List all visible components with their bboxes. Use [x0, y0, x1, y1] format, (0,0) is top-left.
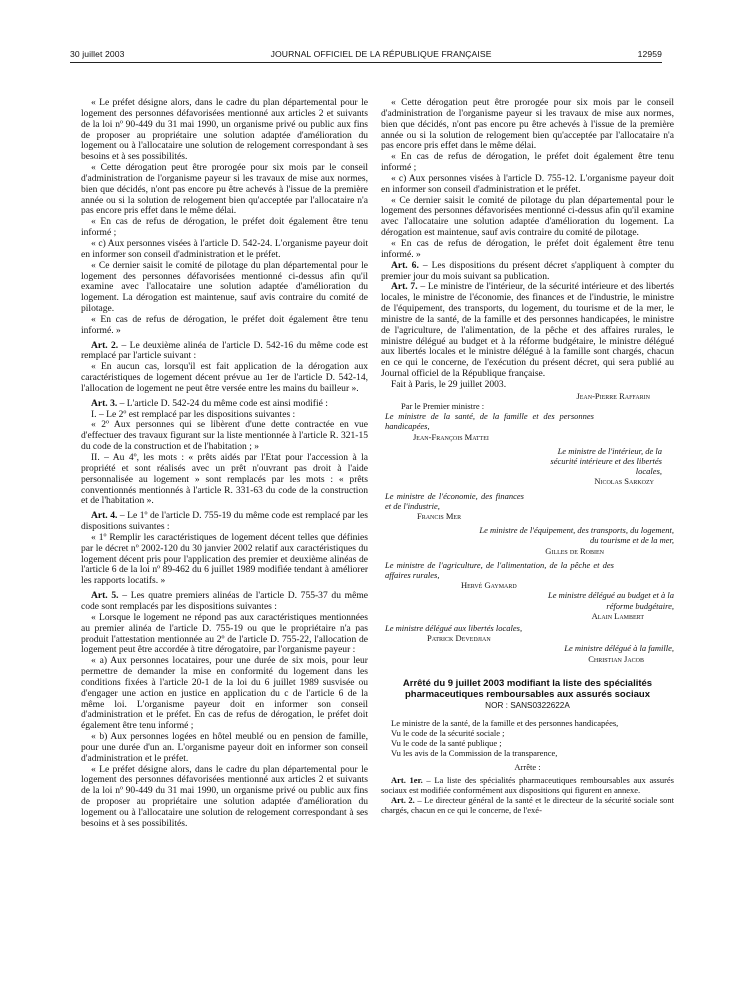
article-text: – La liste des spécialités pharmaceutiques remboursables aux assurés sociaux est modifiée conformément aux dispositions qui figurent en annexe. — [381, 774, 674, 795]
signatory-name: Hervé Gaymard — [461, 580, 517, 591]
signatory-title: Le ministre délégué au budget et à la réforme budgétaire, — [548, 590, 674, 611]
paragraph: « c) Aux personnes visées à l'article D. 755-12. L'organisme payeur doit en informer son conseil d'administration et le préfet. — [381, 172, 674, 195]
article-5 — [81, 591, 368, 613]
article-label: Art. 7. — [391, 281, 418, 293]
signatory-role: Par le Premier ministre : — [401, 400, 485, 411]
paragraph: « 2º Aux personnes qui se libèrent d'une dette contractée en vue d'effectuer des travaux figurant sur la liste mentionnée à l'article R. 321-15 du code de la construction et de l'habitation ; » — [81, 419, 368, 453]
article-2 — [81, 341, 368, 363]
article-7 — [381, 282, 674, 380]
paragraph: « Le préfet désigne alors, dans le cadre du plan départemental pour le logement des personnes défavorisées mentionné aux articles 2 et suivants de la loi nº 90-449 du 31 mai 1990, un organisme privé ou public aux fins de proposer au propriétaire une solution adaptée d'amélioration du logement ou à l'allocataire une solution de relogement correspondant à ses besoins et à ses possibilités. — [81, 763, 368, 829]
article-label: Art. 6. — [391, 259, 419, 271]
decree-article-2 — [381, 795, 674, 815]
paragraph: « En cas de refus de dérogation, le préfet doit également être tenu informé. » — [381, 237, 674, 260]
signatory-name: Nicolas Sarkozy — [594, 476, 654, 487]
article-6 — [381, 261, 674, 283]
paragraph: « En cas de refus de dérogation, le préfet doit également être tenu informé ; — [81, 216, 368, 239]
page-header — [70, 49, 662, 59]
paragraph: « Ce dernier saisit le comité de pilotage du plan départemental pour le logement des personnes défavorisées mentionné ci-dessus afin qu'il examine avec l'allocataire une solution adaptée d'amélioration du logement. La dérogation est maintenue, sauf avis contraire du comité de pilotage. — [381, 194, 674, 239]
paragraph: « a) Aux personnes locataires, pour une durée de six mois, pour leur permettre de demander la mise en conformité du logement dans les conditions fixées à l'article 20-1 de la loi du 6 juillet 1989 susvisée ou d'engager une action en justice en application du c de l'article 6 de la même loi. L'organisme payeur doit en informer son conseil d'administration et le préfet. En cas de refus de dérogation, le préfet doit également être tenu informé ; — [81, 655, 368, 732]
article-text: – Les dispositions du présent décret s'appliquent à compter du premier jour du mois suivant sa publication. — [381, 259, 675, 282]
article-label: Art. 3. — [91, 397, 118, 409]
article-label: Art. 5. — [91, 590, 119, 602]
nor-reference: NOR : SANS0322622A — [485, 700, 570, 710]
left-column — [81, 98, 368, 830]
article-label: Art. 2. — [91, 339, 119, 351]
article-text: – Les quatre premiers alinéas de l'article D. 755-37 du même code sont remplacés par les dispositions suivantes : — [81, 590, 368, 612]
decree-article-1 — [381, 775, 674, 795]
header-journal-title: JOURNAL OFFICIEL DE LA RÉPUBLIQUE FRANÇAISE — [270, 49, 492, 59]
paragraph: « En cas de refus de dérogation, le préfet doit également être tenu informé. » — [81, 313, 368, 336]
signatory-title: Le ministre de la santé, de la famille et des personnes handicapées, — [385, 411, 594, 432]
signatory-name: Jean-Pierre Raffarin — [576, 390, 650, 401]
paragraph: Vu le code de la santé publique ; — [391, 738, 502, 749]
signatory-title: Le ministre de l'économie, des finances et de l'industrie, — [385, 490, 524, 511]
signatory-name: Gilles de Robien — [545, 545, 604, 556]
article-3 — [81, 399, 368, 410]
signatory-name: Francis Mer — [417, 511, 462, 522]
article-text: – L'article D. 542-24 du même code est ainsi modifié : — [117, 397, 328, 409]
decree-body — [381, 718, 674, 816]
signing-place-date: Fait à Paris, le 29 juillet 2003. — [391, 378, 507, 390]
signatory-title: Le ministre de l'agriculture, de l'alimentation, de la pêche et des affaires rurales, — [385, 559, 614, 581]
paragraph: « En aucun cas, lorsqu'il est fait application de la dérogation aux caractéristiques de logement décent prévue au 1er de l'article D. 542-14, l'allocation de logement ne peut être versée entre les mains du bailleur ». — [81, 361, 368, 394]
signatory-name: Jean-François Mattei — [413, 431, 489, 442]
signatory-name: Christian Jacob — [588, 653, 644, 664]
header-rule — [70, 62, 662, 63]
article-text: – Le 1º de l'article D. 755-19 du même code est remplacé par les dispositions suivantes : — [81, 510, 368, 533]
arrete-heading: Arrête : — [514, 761, 541, 772]
paragraph: Le ministre de la santé, de la famille et des personnes handicapées, — [391, 717, 619, 728]
paragraph: « En cas de refus de dérogation, le préfet doit également être tenu informé ; — [381, 151, 674, 174]
paragraph: « Lorsque le logement ne répond pas aux caractéristiques mentionnées au premier alinéa de l'article D. 755-19 ou que le propriétaire n'a pas produit l'attestation mentionnée au 2º de l'article D. 755-22, l'allocation de logement peut être accordée à titre dérogatoire, par l'organisme payeur : — [81, 611, 368, 656]
paragraph: II. – Au 4º, les mots : « prêts aidés par l'Etat pour l'accession à la propriété et sont réalisés avec un prêt n'ouvrant pas droit à l'aide personnalisée au logement » sont remplacés par les mots : « prêts conventionnés mentionnés à l'article R. 331-63 du code de la construction et de l'habitation ». — [81, 452, 368, 507]
article-text: – Le directeur général de la santé et le directeur de la sécurité sociale sont chargés, chacun en ce qui le concerne, de l'exé- — [381, 795, 674, 816]
signatures — [381, 391, 674, 664]
article-label: Art. 2. — [391, 795, 415, 806]
signatory-title: Le ministre délégué aux libertés locales, — [385, 623, 523, 634]
header-date: 30 juillet 2003 — [70, 49, 125, 59]
signatory-title: Le ministre de l'équipement, des transports, du logement, du tourisme et de la mer, — [479, 525, 674, 546]
paragraph: « Cette dérogation peut être prorogée pour six mois par le conseil d'administration de l'organisme payeur si les travaux de mise aux normes, bien que décidés, n'ont pas encore pu être achevés à l'issue de la première année ou si la solution de relogement bien qu'acceptée par l'allocataire n'a pas encore pris effet dans le même délai. — [81, 162, 368, 217]
paragraph: I. – Le 2º est remplacé par les dispositions suivantes : — [91, 408, 296, 420]
paragraph: « Le préfet désigne alors, dans le cadre du plan départemental pour le logement des personnes défavorisées mentionné aux articles 2 et suivants de la loi nº 90-449 du 31 mai 1990, un organisme privé ou public aux fins de proposer au propriétaire une solution adaptée d'amélioration du logement ou à l'allocataire une solution de relogement correspondant à ses besoins et à ses possibilités. — [81, 97, 368, 163]
paragraph: « Cette dérogation peut être prorogée pour six mois par le conseil d'administration de l'organisme payeur si les travaux de mise aux normes, bien que décidés, n'ont pas encore pu être achevés à l'issue de la première année ou si la solution de relogement bien qu'acceptée par l'allocataire n'a pas encore pris effet dans le même délai. — [381, 97, 674, 152]
paragraph: « c) Aux personnes visées à l'article D. 542-24. L'organisme payeur doit en informer son conseil d'administration et le préfet. — [81, 237, 368, 260]
paragraph: Vu les avis de la Commission de la transparence, — [391, 748, 558, 759]
article-4 — [81, 511, 368, 533]
article-text: – Le ministre de l'intérieur, de la sécurité intérieure et des libertés locales, le ministre de l'économie, des finances et de l'industrie, le ministre de l'équipement, des transports, du logement, du tourisme et de la mer, le ministre de la santé, de la famille et des personnes handicapées, le ministre de l'agriculture, de l'alimentation, de la pêche et des affaires rurales, le ministre délégué au budget et à la réforme budgétaire, le ministre délégué aux libertés locales et le ministre délégué à la famille sont chargés, chacun en ce qui le concerne, de l'exécution du présent décret, qui sera publié au Journal officiel de la République française. — [381, 281, 675, 380]
article-label: Art. 4. — [91, 510, 118, 522]
header-page-number: 12959 — [637, 49, 662, 59]
signatory-title: Le ministre délégué à la famille, — [564, 643, 674, 654]
paragraph: « Ce dernier saisit le comité de pilotage du plan départemental pour le logement des personnes défavorisées mentionné ci-dessus afin qu'il examine avec l'allocataire une solution adaptée d'amélioration du logement. La dérogation est maintenue, sauf avis contraire du comité de pilotage. — [81, 259, 368, 315]
article-label: Art. 1er. — [391, 774, 423, 785]
right-column — [381, 98, 674, 816]
signatory-name: Alain Lambert — [591, 610, 644, 621]
paragraph: « b) Aux personnes logées en hôtel meublé ou en pension de famille, pour une durée d'un an. L'organisme payeur doit en informer son conseil d'administration et le préfet. — [81, 731, 368, 764]
signatory-name: Patrick Devedjian — [427, 633, 491, 644]
article-text: – Le deuxième alinéa de l'article D. 542-16 du même code est remplacé par l'article suivant : — [81, 339, 368, 362]
decree-title: Arrêté du 9 juillet 2003 modifiant la liste des spécialités pharmaceutiques remboursables aux assurés sociaux — [402, 677, 653, 700]
paragraph: Vu le code de la sécurité sociale ; — [391, 727, 505, 738]
signatory-title: Le ministre de l'intérieur, de la sécurité intérieure et des libertés locales, — [550, 445, 662, 477]
paragraph: « 1º Remplir les caractéristiques de logement décent telles que définies par le décret nº 2002-120 du 30 janvier 2002 relatif aux caractéristiques du logement décent pris pour l'application des premier et deuxième alinéas de l'article 6 de la loi nº 89-462 du 6 juillet 1989 modifiée tendant à améliorer les rapports locatifs. » — [81, 531, 368, 587]
